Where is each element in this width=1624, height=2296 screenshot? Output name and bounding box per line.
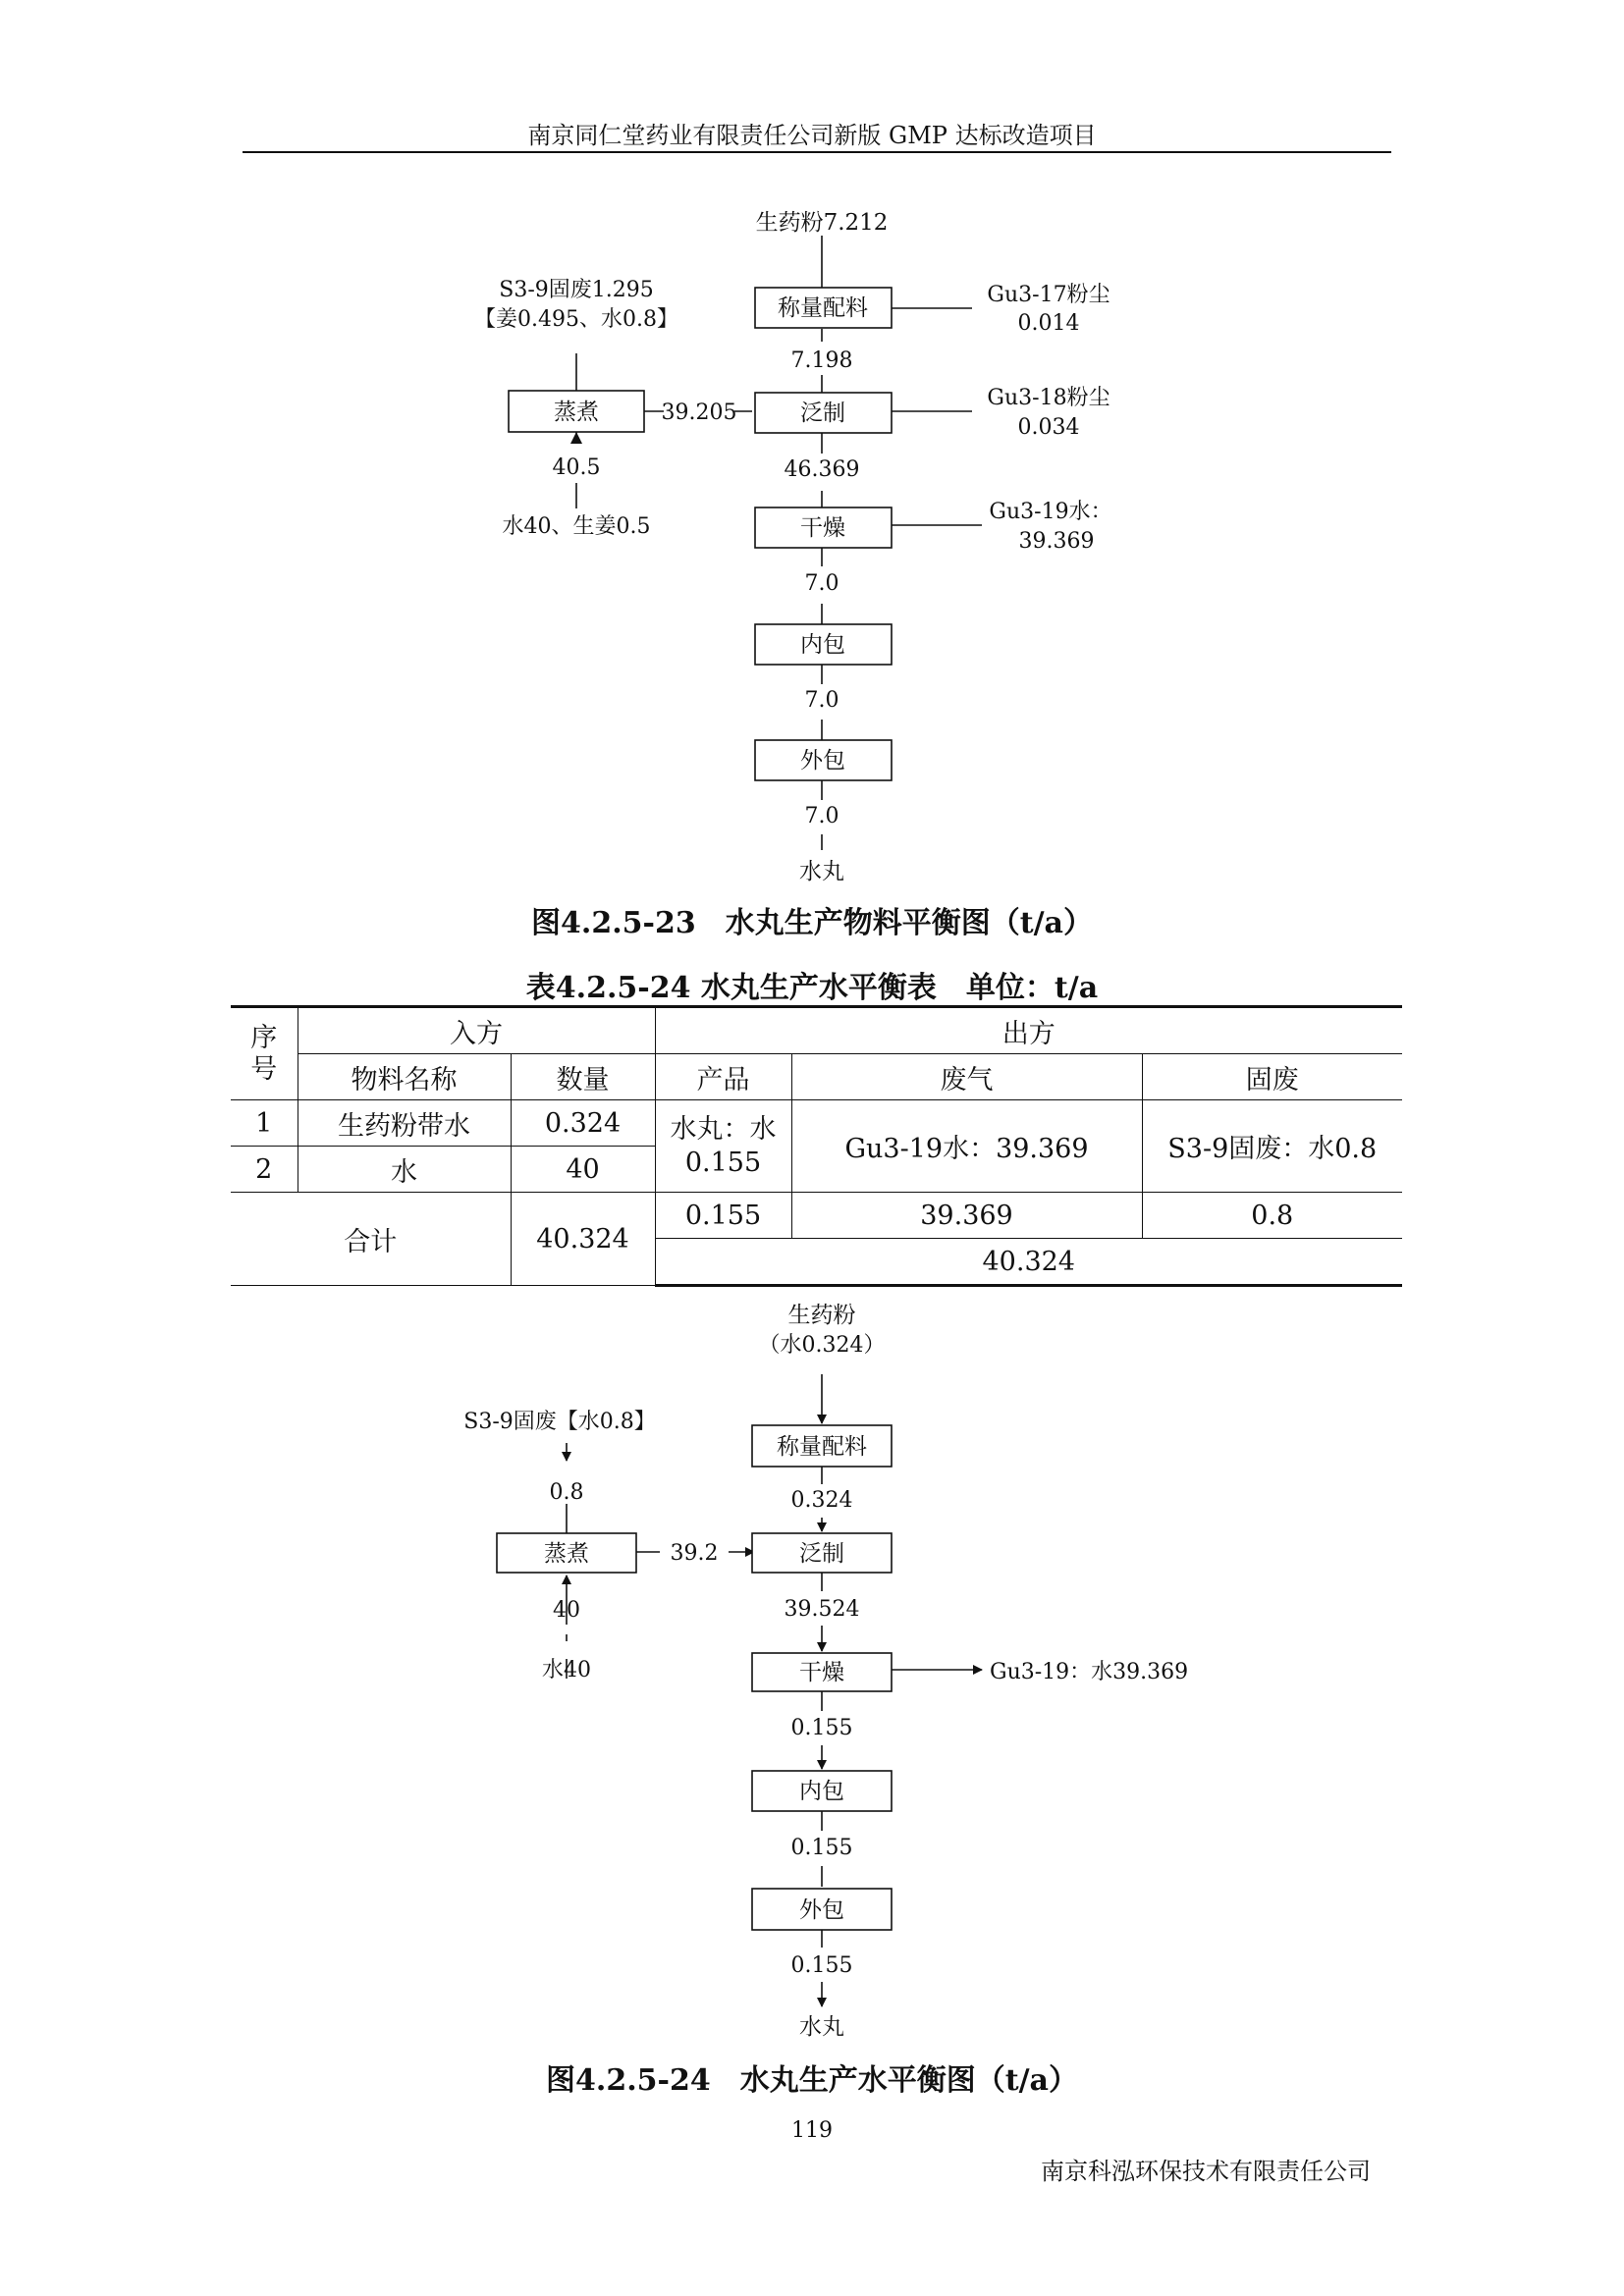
f2-input: 生药粉 xyxy=(787,1303,856,1328)
f2-step-outer-pack xyxy=(752,1889,892,1930)
f2-steam-in-source: 水40 xyxy=(542,1658,591,1682)
table-total-product: 0.155 xyxy=(655,1193,791,1239)
f1-step-weighing xyxy=(755,288,892,328)
f1-flow-4: 7.0 xyxy=(804,688,839,713)
f2-step-weighing xyxy=(752,1425,892,1467)
f2-input-water: （水0.324） xyxy=(758,1333,886,1358)
table-header-solid: 固废 xyxy=(1142,1054,1402,1100)
f1-flow-2: 46.369 xyxy=(784,457,860,482)
table-solid-cell: S3-9固废：水0.8 xyxy=(1142,1100,1402,1193)
f2-steam-in-value: 40 xyxy=(553,1598,580,1623)
f2-flow-1: 0.324 xyxy=(790,1488,853,1513)
f1-emission-1-value: 0.014 xyxy=(1017,311,1080,336)
svg-text:外包: 外包 xyxy=(799,1897,844,1923)
f1-step-outer-pack xyxy=(755,740,892,780)
f2-steam-waste: S3-9固废【水0.8】 xyxy=(463,1410,656,1434)
arrow-up-icon xyxy=(570,432,582,444)
f1-steam-in-value: 40.5 xyxy=(552,455,601,480)
svg-text:泛制: 泛制 xyxy=(800,400,845,426)
f1-steam-waste-detail: 【姜0.495、水0.8】 xyxy=(474,307,678,332)
f1-steam-waste: S3-9固废1.295 xyxy=(499,278,654,302)
svg-text:称量配料: 称量配料 xyxy=(777,1434,867,1460)
svg-text:蒸煮: 蒸煮 xyxy=(554,400,599,425)
svg-text:称量配料: 称量配料 xyxy=(778,295,868,321)
material-balance-diagram xyxy=(0,0,1624,923)
f2-step-steam xyxy=(497,1533,636,1573)
table-header-material: 物料名称 xyxy=(298,1054,511,1100)
f2-step-dry xyxy=(752,1653,892,1691)
svg-text:内包: 内包 xyxy=(799,1779,844,1804)
page-footer: 南京科泓环保技术有限责任公司 xyxy=(1041,2158,1371,2185)
water-balance-table xyxy=(231,1005,1402,1287)
page-number: 119 xyxy=(791,2118,833,2143)
f2-flow-2: 39.524 xyxy=(784,1597,860,1622)
f1-step-inner-pack xyxy=(755,624,892,665)
svg-text:内包: 内包 xyxy=(800,632,845,658)
table-gas-cell: Gu3-19水：39.369 xyxy=(791,1100,1142,1193)
f1-emission-3-name: Gu3-19水： xyxy=(989,500,1112,524)
table-title: 表4.2.5-24 水丸生产水平衡表 单位：t/a xyxy=(525,971,1099,1005)
f2-flow-3: 0.155 xyxy=(790,1716,853,1740)
f1-emission-2-name: Gu3-18粉尘 xyxy=(987,386,1110,410)
f1-flow-1: 7.198 xyxy=(790,348,853,373)
f1-step-pan xyxy=(755,393,892,433)
table-header-output: 出方 xyxy=(655,1007,1402,1054)
svg-text:外包: 外包 xyxy=(800,748,845,774)
table-header-quantity: 数量 xyxy=(511,1054,655,1100)
f1-steam-to-pan: 39.205 xyxy=(661,400,737,425)
table-total-solid: 0.8 xyxy=(1142,1193,1402,1239)
f2-step-pan xyxy=(752,1533,892,1573)
f2-step-inner-pack xyxy=(752,1771,892,1811)
svg-text:干燥: 干燥 xyxy=(799,1660,844,1685)
f1-step-steam xyxy=(509,391,644,432)
f1-emission-1-name: Gu3-17粉尘 xyxy=(987,283,1110,307)
svg-text:干燥: 干燥 xyxy=(800,515,845,541)
table-product-cell: 水丸：水 0.155 xyxy=(655,1100,791,1193)
table-header-seq: 序 号 xyxy=(231,1007,298,1100)
svg-text:泛制: 泛制 xyxy=(799,1541,844,1567)
f2-product: 水丸 xyxy=(799,2014,844,2040)
table-row: 2 水 40 xyxy=(231,1147,1402,1193)
svg-text:蒸煮: 蒸煮 xyxy=(544,1541,589,1567)
table-total-gas: 39.369 xyxy=(791,1193,1142,1239)
f2-steam-waste-value: 0.8 xyxy=(549,1480,584,1505)
table-total-output: 40.324 xyxy=(655,1239,1402,1286)
table-header-product: 产品 xyxy=(655,1054,791,1100)
table-header-input: 入方 xyxy=(298,1007,655,1054)
f2-flow-4: 0.155 xyxy=(790,1836,853,1860)
f1-flow-3: 7.0 xyxy=(804,571,839,596)
f1-emission-3-value: 39.369 xyxy=(1018,529,1095,554)
f1-emission-2-value: 0.034 xyxy=(1017,415,1080,440)
water-balance-diagram xyxy=(0,1296,1624,2081)
table-total-input: 40.324 xyxy=(511,1193,655,1286)
table-total-label: 合计 xyxy=(231,1193,511,1286)
f1-input-top: 生药粉7.212 xyxy=(755,210,889,236)
f1-steam-in-source: 水40、生姜0.5 xyxy=(502,514,651,539)
f2-steam-to-pan: 39.2 xyxy=(670,1541,719,1566)
table-header-gas: 废气 xyxy=(791,1054,1142,1100)
f2-dry-emission: Gu3-19：水39.369 xyxy=(990,1660,1189,1684)
table-row: 1 生药粉带水 0.324 水丸：水 0.155 Gu3-19水：39.369 S3-9固废：水0.8 xyxy=(231,1100,1402,1147)
page-header: 南京同仁堂药业有限责任公司新版 GMP 达标改造项目 xyxy=(527,122,1097,149)
f1-step-dry xyxy=(755,507,892,548)
f1-flow-5: 7.0 xyxy=(804,804,839,828)
f1-product: 水丸 xyxy=(799,859,844,884)
figure2-caption: 图4.2.5-24 水丸生产水平衡图（t/a） xyxy=(546,2063,1078,2098)
f2-flow-5: 0.155 xyxy=(790,1953,853,1978)
figure1-caption: 图4.2.5-23 水丸生产物料平衡图（t/a） xyxy=(531,906,1093,940)
